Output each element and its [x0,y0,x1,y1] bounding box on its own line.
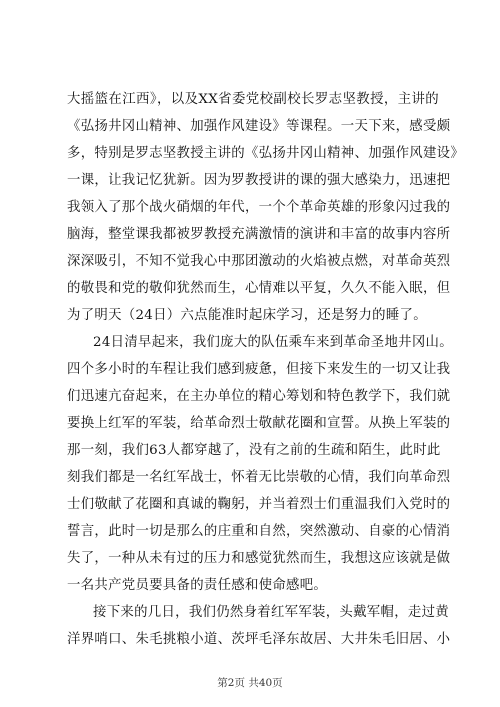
text-line: 接下来的几日，我们仍然身着红军军装，头戴军帽，走过黄 [93,605,449,620]
text-line: 为了明天（24日）六点能准时起床学习，还是努力的睡了。 [67,308,427,323]
text-line: 大摇篮在江西》，以及XX省委党校副校长罗志坚教授，主讲的 [67,92,439,107]
text-line: 深深吸引，不知不觉我心中那团激动的火焰被点燃，对革命英烈 [67,254,451,269]
text-line: 一课，让我记忆犹新。因为罗教授讲的课的强大感染力，迅速把 [67,173,451,188]
text-line: 失了，一种从未有过的压力和感觉犹然而生，我想这应该就是做 [67,551,451,566]
text-line: 脑海，整堂课我都被罗教授充满激情的演讲和丰富的故事内容所 [67,227,451,242]
text-line: 我领入了那个战火硝烟的年代，一个个革命英雄的形象闪过我的 [67,200,451,215]
text-line: 那一刻，我们63人都穿越了，没有之前的生疏和陌生，此时此 [67,443,441,458]
page-number-footer: 第2页 共40页 [217,677,283,689]
text-line: 要换上红军的军装，给革命烈士敬献花圈和宣誓。从换上军装的 [67,416,451,431]
text-line: 《弘扬井冈山精神、加强作风建设》等课程。一天下来，感受颇 [67,119,451,134]
text-line: 24日清早起来，我们庞大的队伍乘车来到革命圣地井冈山。 [93,335,453,350]
text-line: 洋界哨口、朱毛挑粮小道、茨坪毛泽东故居、大井朱毛旧居、小 [67,632,451,647]
text-line: 一名共产党员要具备的责任感和使命感吧。 [67,578,328,593]
text-line: 士们敬献了花圈和真诚的鞠躬，并当着烈士们重温我们入党时的 [67,497,451,512]
text-line: 多，特别是罗志坚教授主讲的《弘扬井冈山精神、加强作风建设》 [67,146,465,161]
text-line: 四个多小时的车程让我们感到疲惫，但接下来发生的一切又让我 [67,362,451,377]
text-line: 们迅速亢奋起来，在主办单位的精心筹划和特色教学下，我们就 [67,389,451,404]
text-line: 的敬畏和党的敬仰犹然而生，心情难以平复，久久不能入眠，但 [67,281,451,296]
body-text [67,86,465,653]
text-line: 誓言，此时一切是那么的庄重和自然，突然激动、自豪的心情消 [67,524,451,539]
text-line: 刻我们都是一名红军战士，怀着无比崇敬的心情，我们向革命烈 [67,470,451,485]
